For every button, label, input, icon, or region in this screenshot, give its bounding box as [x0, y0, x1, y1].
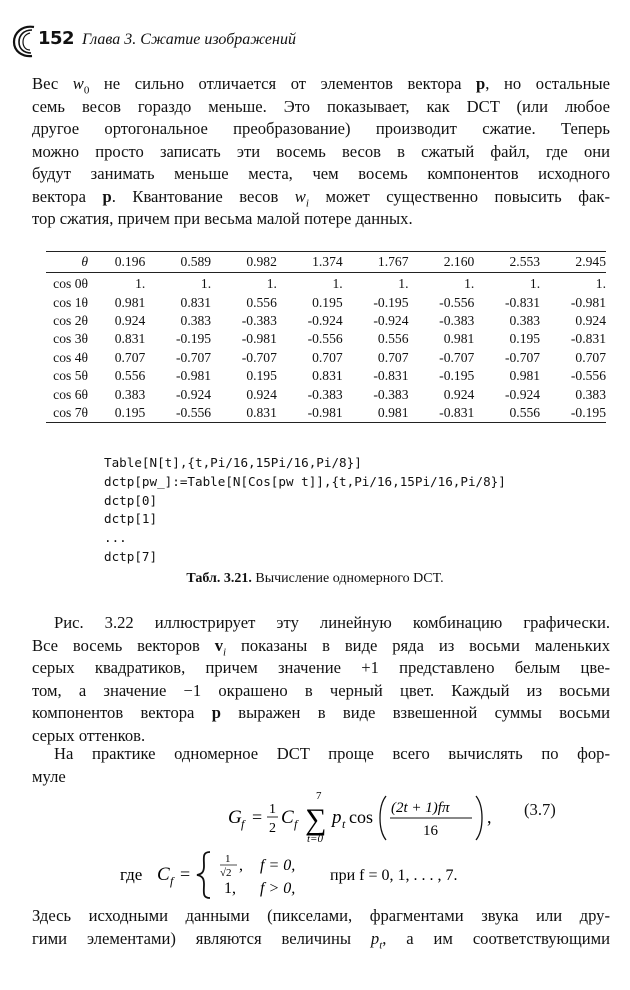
table-cell: 1. [135, 276, 146, 292]
table-cell: 0.383 [575, 386, 606, 402]
chapter-title: Глава 3. Сжатие изображений [82, 31, 296, 48]
table-cell: -0.924 [504, 386, 541, 402]
equation-number: (3.7) [524, 800, 556, 819]
table-cell: -0.981 [570, 294, 606, 310]
cf-definition [120, 850, 500, 900]
row-label: cos 1θ [53, 294, 88, 310]
table-cell: -0.924 [175, 386, 212, 402]
paragraph-figure [32, 612, 610, 747]
formula-frac-num: (2t + 1)fπ [391, 800, 450, 816]
row-label: cos 2θ [53, 312, 88, 328]
formula-frac-den: 16 [423, 823, 438, 839]
table-cell: -0.195 [373, 294, 409, 310]
formula-half-num: 1 [269, 802, 276, 817]
table-cell: -0.707 [175, 349, 212, 365]
cdef-prefix: где [120, 865, 143, 884]
table-row [46, 293, 606, 311]
table-cell: -0.195 [439, 368, 475, 384]
table-cell: 0.707 [377, 349, 409, 365]
dct-formula [228, 790, 528, 846]
table-cell: 0.981 [509, 368, 541, 384]
row-label: cos 3θ [53, 331, 88, 347]
table-cell: 0.707 [312, 349, 343, 365]
text-line: том, а значение −1 окрашено в черный цвет. Каждый из восьми [32, 680, 610, 700]
table-cell: 1.374 [277, 252, 343, 273]
formula-right-paren [476, 796, 482, 840]
text-line: Вес $w_0$ не сильно отличается от элементов вектора p, но остальные [32, 74, 610, 97]
table-cell: 0.831 [114, 331, 146, 347]
table-cell: 0.383 [509, 312, 541, 328]
table-cell: 0.195 [312, 294, 343, 310]
row-label: θ [46, 252, 88, 273]
formula-half-den: 2 [269, 821, 276, 836]
table-cell: 0.196 [88, 252, 145, 273]
table-cell: 0.556 [377, 331, 409, 347]
table-cell: 0.924 [575, 312, 606, 328]
table-cell: -0.924 [373, 312, 409, 328]
table-cell: 1. [595, 276, 606, 292]
formula-lhs-sub: f [241, 817, 245, 831]
text-line: семь весов гораздо меньше. Это показывает, как DCT (или любое [32, 96, 610, 116]
text-line: муле [32, 766, 66, 786]
table-row [46, 404, 606, 422]
table-cell: 2.553 [474, 252, 540, 273]
table-cell: 2.160 [409, 252, 475, 273]
code-line: dctp[7] [104, 548, 158, 564]
table-cell: -0.383 [373, 386, 409, 402]
formula-cos: cos [349, 807, 373, 827]
cdef-case1-comma: , [239, 857, 243, 874]
cdef-equals: = [180, 864, 191, 884]
table-cell: -0.383 [439, 312, 475, 328]
paragraph-weights [32, 73, 610, 231]
text-line: На практике одномерное DCT проще всего вычислять по фор- [54, 744, 610, 763]
formula-p: p [332, 807, 342, 828]
row-label: cos 6θ [53, 386, 88, 402]
table-cell: 0.383 [180, 312, 212, 328]
table-cell: 0.556 [246, 294, 277, 310]
table-cell: -0.981 [241, 331, 277, 347]
text-line: Все восемь векторов $v_i$ показаны в виде ряда из восьми маленьких [32, 635, 610, 658]
table-row [46, 330, 606, 348]
text-line: будут занимать меньше места, чем восемь компонентов исходного [32, 164, 610, 183]
table-cell: 0.195 [509, 331, 541, 347]
table-cell: -0.556 [439, 294, 475, 310]
paragraph-source [32, 905, 610, 950]
table-cell: 1. [332, 276, 343, 292]
table-cell: 1.767 [343, 252, 409, 273]
text-line: вектора p. Квантование весов $w_i$ может существенно повысить фак- [32, 186, 610, 209]
text-line: Здесь исходными данными (пикселами, фрагментами звука или дру- [32, 906, 610, 925]
table-cell: 1. [266, 276, 277, 292]
code-line: dctp[0] [104, 492, 158, 508]
table-cell: 1. [529, 276, 541, 292]
text-line: серых квадратиков, причем значение +1 представлено белым цве- [32, 658, 610, 677]
table-cell: -0.831 [373, 368, 409, 384]
text-line: Рис. 3.22 иллюстрирует эту линейную комбинацию графически. [54, 613, 610, 632]
table-cell: 0.981 [114, 294, 146, 310]
table-cell: -0.383 [241, 312, 277, 328]
table-row [46, 312, 606, 330]
table-cell: -0.831 [504, 294, 541, 310]
formula-sum-bottom: t=0 [307, 833, 323, 845]
table-cell: -0.707 [241, 349, 277, 365]
cdef-case2-val: 1, [224, 880, 236, 897]
cdef-case1-num: 1 [225, 853, 231, 865]
text-line: компонентов вектора p выражен в виде взвешенной суммы восьми [32, 703, 610, 722]
mathematica-code [104, 454, 506, 567]
table-cell: 0.924 [443, 386, 475, 402]
table-cell: 0.556 [509, 404, 541, 420]
table-cell: -0.831 [439, 404, 475, 420]
table-cell: 0.981 [443, 331, 475, 347]
table-cell: 1. [200, 276, 212, 292]
text-line: можно просто записать эти восемь весов в сжатый файл, где они [32, 141, 610, 161]
table-row [46, 367, 606, 385]
caption-text: Вычисление одномерного DCT. [255, 571, 444, 586]
cdef-c: C [157, 864, 170, 885]
row-label: cos 4θ [53, 349, 88, 365]
table-cell: -0.831 [570, 331, 606, 347]
cdef-range: при f = 0, 1, . . . , 7. [330, 867, 458, 884]
table-cell: 0.831 [180, 294, 212, 310]
table-cell: 0.982 [211, 252, 277, 273]
paragraph-practice [32, 743, 610, 788]
code-line: dctp[1] [104, 511, 158, 527]
table-cell: 1. [398, 276, 409, 292]
table-cell: 1. [464, 276, 475, 292]
cdef-case2-cond: f > 0, [260, 880, 296, 897]
cdef-case1-cond: f = 0, [260, 857, 296, 874]
formula-equals: = [252, 807, 263, 827]
formula-comma: , [487, 807, 492, 827]
formula-c: C [281, 807, 294, 828]
table-cell: 0.707 [575, 349, 606, 365]
text-line: гими элементами) являются величины $p_t$, а им соответствующими [32, 928, 610, 951]
formula-sum-top: 7 [316, 790, 322, 802]
table-row [46, 349, 606, 367]
table-cell: 0.831 [246, 404, 277, 420]
cdef-c-sub: f [170, 874, 174, 888]
table-cell: -0.195 [570, 404, 606, 420]
row-label: cos 0θ [53, 276, 88, 292]
table-cell: 2.945 [540, 252, 606, 273]
table-cell: 0.589 [145, 252, 211, 273]
table-cell: -0.556 [175, 404, 212, 420]
dct-table [46, 251, 606, 423]
row-label: cos 7θ [53, 404, 88, 420]
table-cell: 0.831 [312, 368, 343, 384]
formula-sum-sign: ∑ [305, 803, 327, 836]
code-line: ... [104, 530, 127, 546]
code-line: dctp[pw_]:=Table[N[Cos[pw t]],{t,Pi/16,15Pi/16,Pi/8}] [104, 473, 506, 489]
table-cell: 0.556 [114, 368, 146, 384]
text-line: серых оттенков. [32, 725, 146, 745]
table-cell: 0.924 [246, 386, 277, 402]
cdef-case1-den: √2 [220, 867, 232, 879]
table-cell: 0.924 [114, 312, 146, 328]
code-line: Table[N[t],{t,Pi/16,15Pi/16,Pi/8}] [104, 455, 362, 470]
table-row [46, 273, 606, 294]
formula-p-sub: t [342, 817, 346, 831]
row-label: cos 5θ [53, 368, 88, 384]
table-cell: 0.981 [377, 404, 409, 420]
table-cell: -0.383 [307, 386, 343, 402]
table-cell: -0.981 [307, 404, 343, 420]
table-cell: -0.707 [504, 349, 541, 365]
table-cell: -0.981 [175, 368, 212, 384]
table-cell: 0.707 [114, 349, 146, 365]
text-line: тор сжатия, причем при весьма малой потере данных. [32, 209, 413, 228]
page-number: 152 [38, 28, 75, 49]
formula-lhs: G [228, 807, 242, 828]
table-caption [0, 571, 630, 587]
text-line: другое ортогональное преобразование) производит сжатие. Теперь [32, 119, 610, 138]
table-cell: 0.195 [114, 404, 146, 420]
table-row [46, 385, 606, 403]
table-cell: 0.195 [246, 368, 277, 384]
caption-label: Табл. 3.21. [186, 571, 252, 586]
table-cell: -0.556 [570, 368, 606, 384]
formula-c-sub: f [294, 817, 298, 831]
cdef-brace [197, 852, 210, 898]
table-cell: -0.924 [307, 312, 343, 328]
table-cell: -0.195 [175, 331, 212, 347]
table-cell: -0.707 [439, 349, 475, 365]
formula-left-paren [380, 796, 386, 840]
table-header-row [46, 252, 606, 273]
table-cell: -0.556 [307, 331, 343, 347]
table-cell: 0.383 [114, 386, 146, 402]
